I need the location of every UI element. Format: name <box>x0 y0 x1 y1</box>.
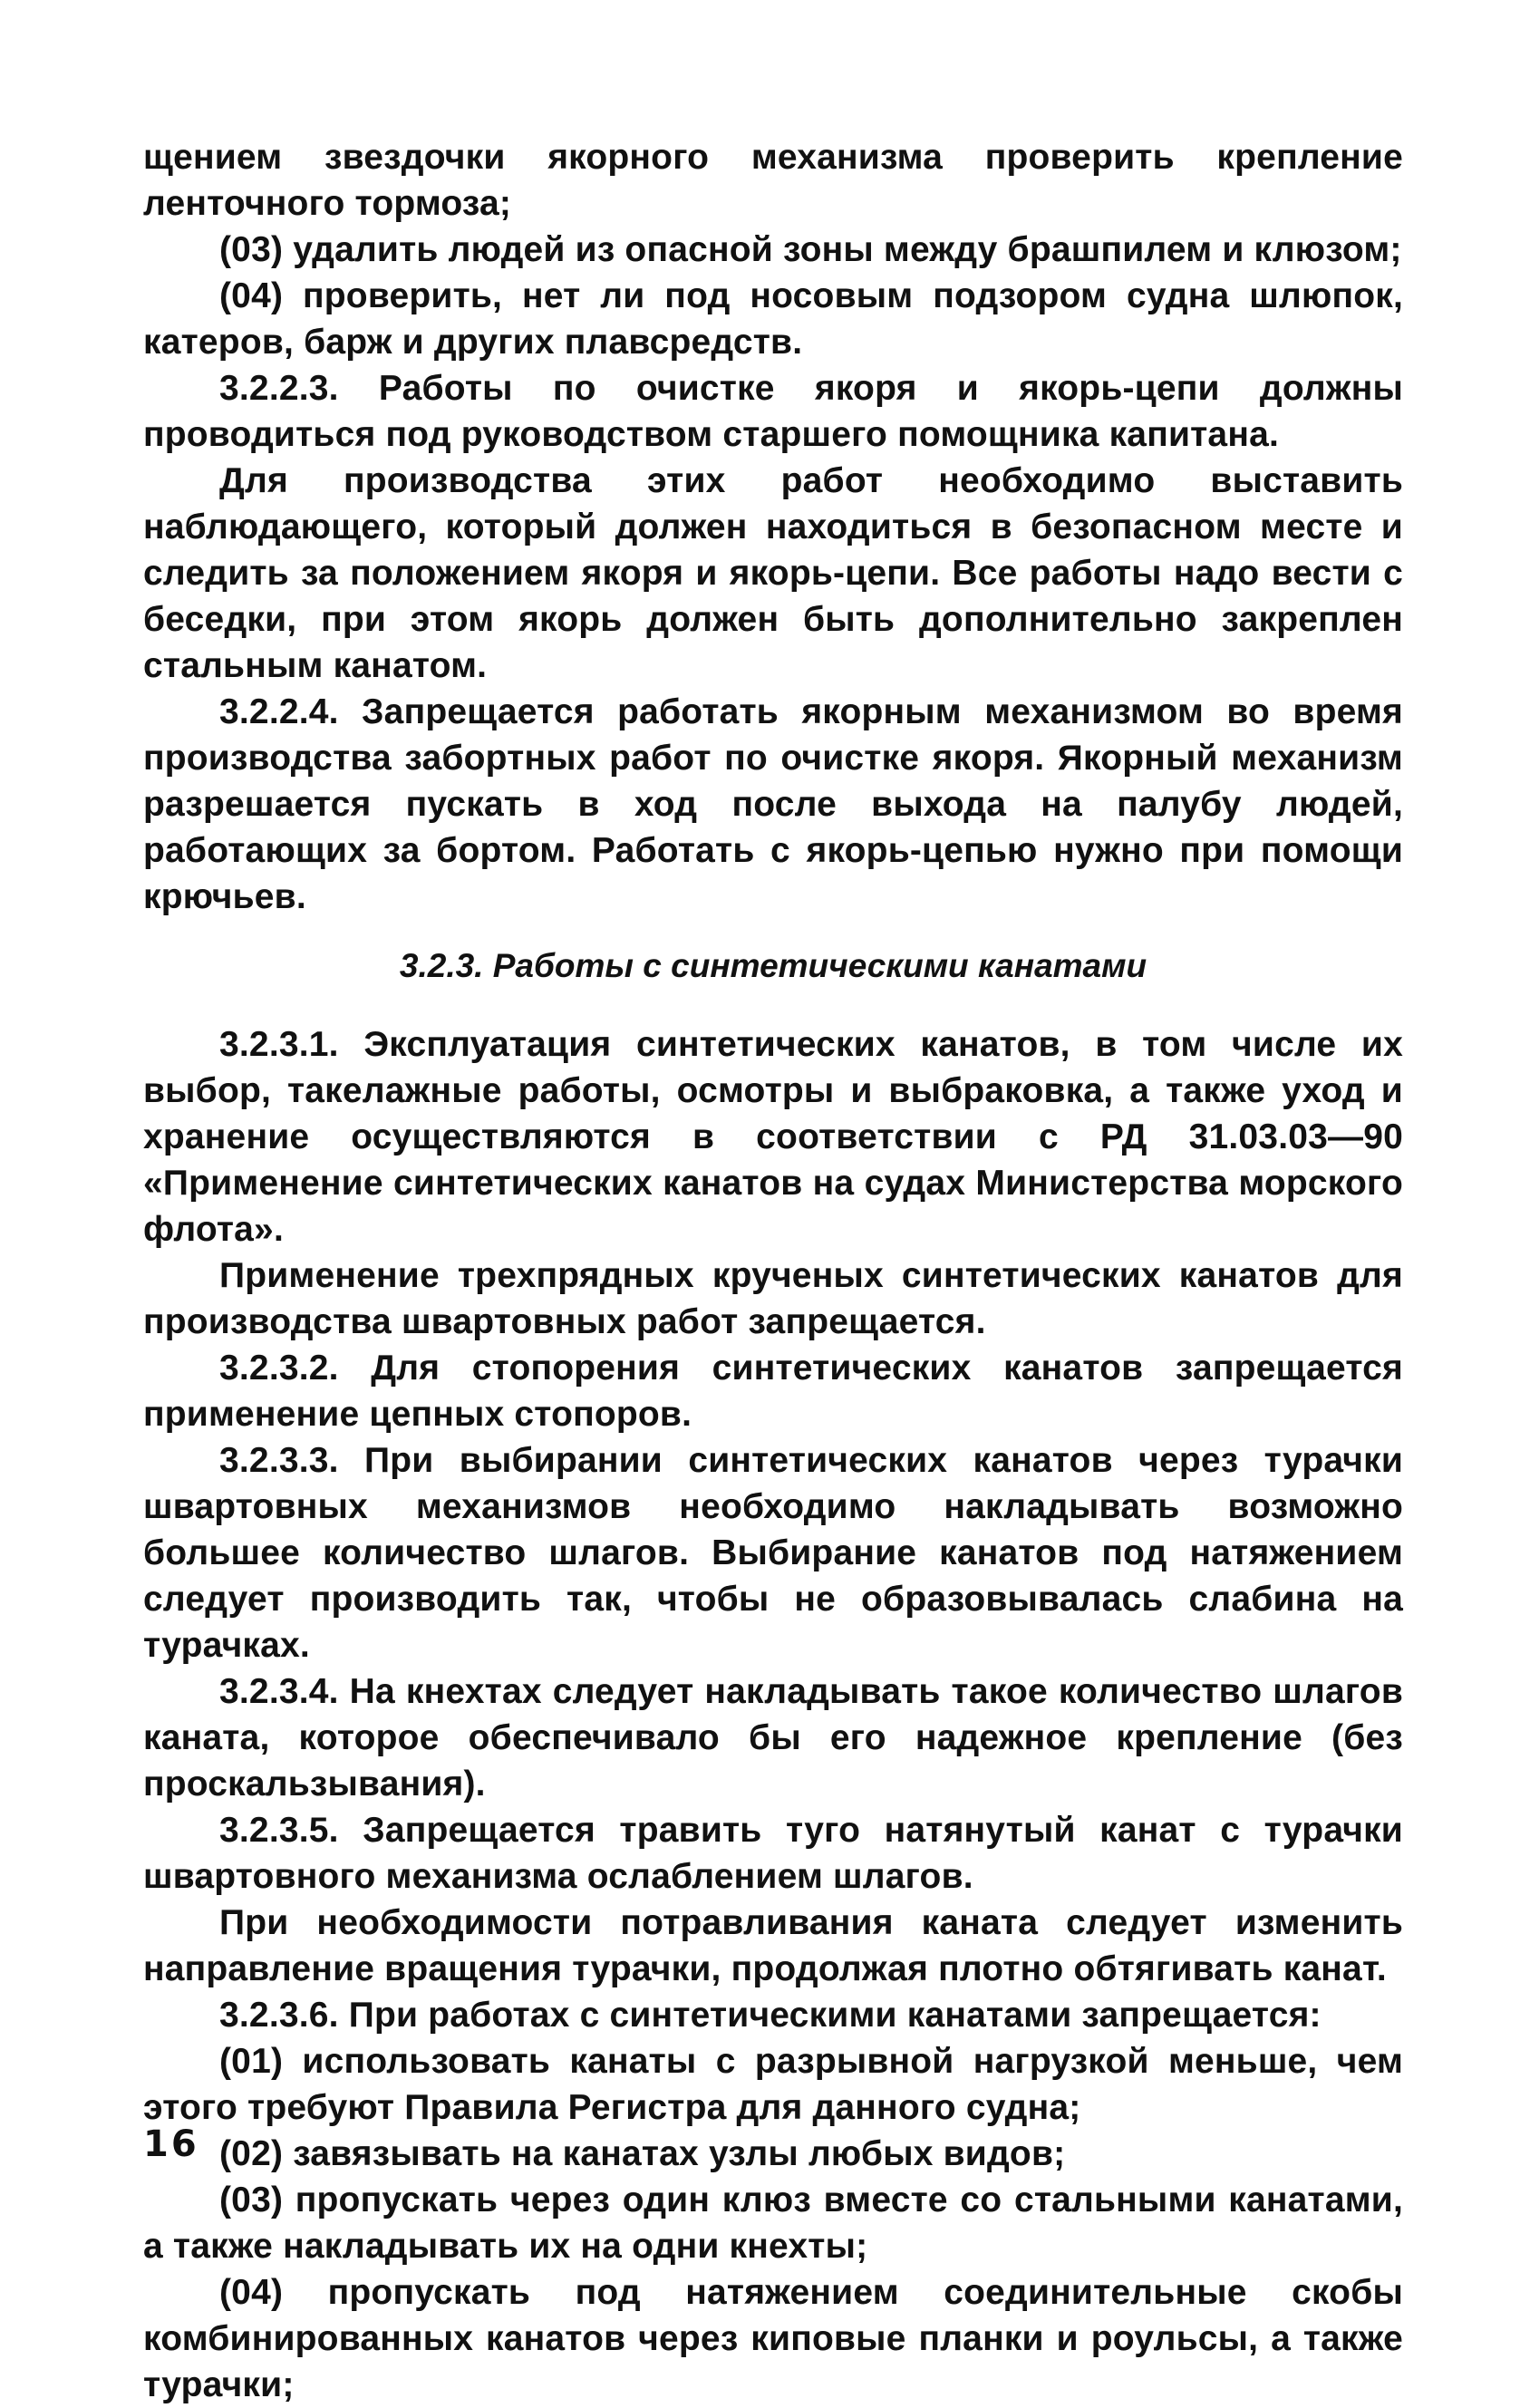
clause-3-2-3-6: 3.2.3.6. При работах с синтетическими канатами запрещается: <box>219 1996 1322 2035</box>
list-item-03-b: (03) пропускать через один клюз вместе со стальными канатами, а также накладывать их на одни кнехты; <box>143 2181 1403 2266</box>
paragraph-observer: Для производства этих работ необходимо выставить наблюдающего, который должен находиться в безопасном месте и следить за положением якоря и якорь-цепи. Все работы надо вести с беседки, при этом якорь должен быть дополнительно закреплен стальным канатом. <box>143 461 1403 685</box>
clause-3-2-3-2: 3.2.3.2. Для стопорения синтетических канатов запрещается применение цепных стопоров. <box>143 1349 1403 1434</box>
clause-3-2-2-4: 3.2.2.4. Запрещается работать якорным механизмом во время производства забортных работ по очистке якоря. Якорный механизм разрешается пускать в ход после выхода на палубу людей, работающих за бортом. Работать с якорь-цепью нужно при помощи крючьев. <box>143 692 1403 916</box>
list-item-04: (04) проверить, нет ли под носовым подзором судна шлюпок, катеров, барж и других плавсредств. <box>143 276 1403 362</box>
clause-3-2-3-1: 3.2.3.1. Эксплуатация синтетических канатов, в том числе их выбор, такелажные работы, осмотры и выбраковка, а также уход и хранение осуществляются в соответствии с РД 31.03.03—90 «Применение синтетических канатов на судах Министерства морского флота». <box>143 1025 1403 1249</box>
paragraph-continuation: щением звездочки якорного механизма проверить крепление ленточного тормоза; <box>143 138 1403 223</box>
section-heading: 3.2.3. Работы с синтетическими канатами <box>399 947 1147 984</box>
list-item-02: (02) завязывать на канатах узлы любых видов; <box>219 2134 1066 2173</box>
clause-3-2-3-3: 3.2.3.3. При выбирании синтетических канатов через турачки швартовных механизмов необходимо накладывать возможно большее количество шлагов. Выбирание канатов под натяжением следует производить так, чтобы не образовывалась слабина на турачках. <box>143 1441 1403 1665</box>
clause-3-2-2-3: 3.2.2.3. Работы по очистке якоря и якорь-цепи должны проводиться под руководством старшего помощника капитана. <box>143 369 1403 454</box>
page-number: 16 <box>143 2123 199 2165</box>
list-item-04-b: (04) пропускать под натяжением соединительные скобы комбинированных канатов через киповые планки и роульсы, а также турачки; <box>143 2273 1403 2404</box>
list-item-01: (01) использовать канаты с разрывной нагрузкой меньше, чем этого требуют Правила Регистра для данного судна; <box>143 2042 1403 2127</box>
list-item-03: (03) удалить людей из опасной зоны между брашпилем и клюзом; <box>219 230 1402 269</box>
clause-3-2-3-4: 3.2.3.4. На кнехтах следует накладывать такое количество шлагов каната, которое обеспечивало бы его надежное крепление (без проскальзывания). <box>143 1672 1403 1804</box>
text-column <box>143 134 1403 2408</box>
paragraph-slacking: При необходимости потравливания каната следует изменить направление вращения турачки, продолжая плотно обтягивать канат. <box>143 1903 1403 1988</box>
paragraph-prohibition-three-strand: Применение трехпрядных крученых синтетических канатов для производства швартовных работ запрещается. <box>143 1256 1403 1341</box>
clause-3-2-3-5: 3.2.3.5. Запрещается травить туго натянутый канат с турачки швартовного механизма ослаблением шлагов. <box>143 1811 1403 1896</box>
